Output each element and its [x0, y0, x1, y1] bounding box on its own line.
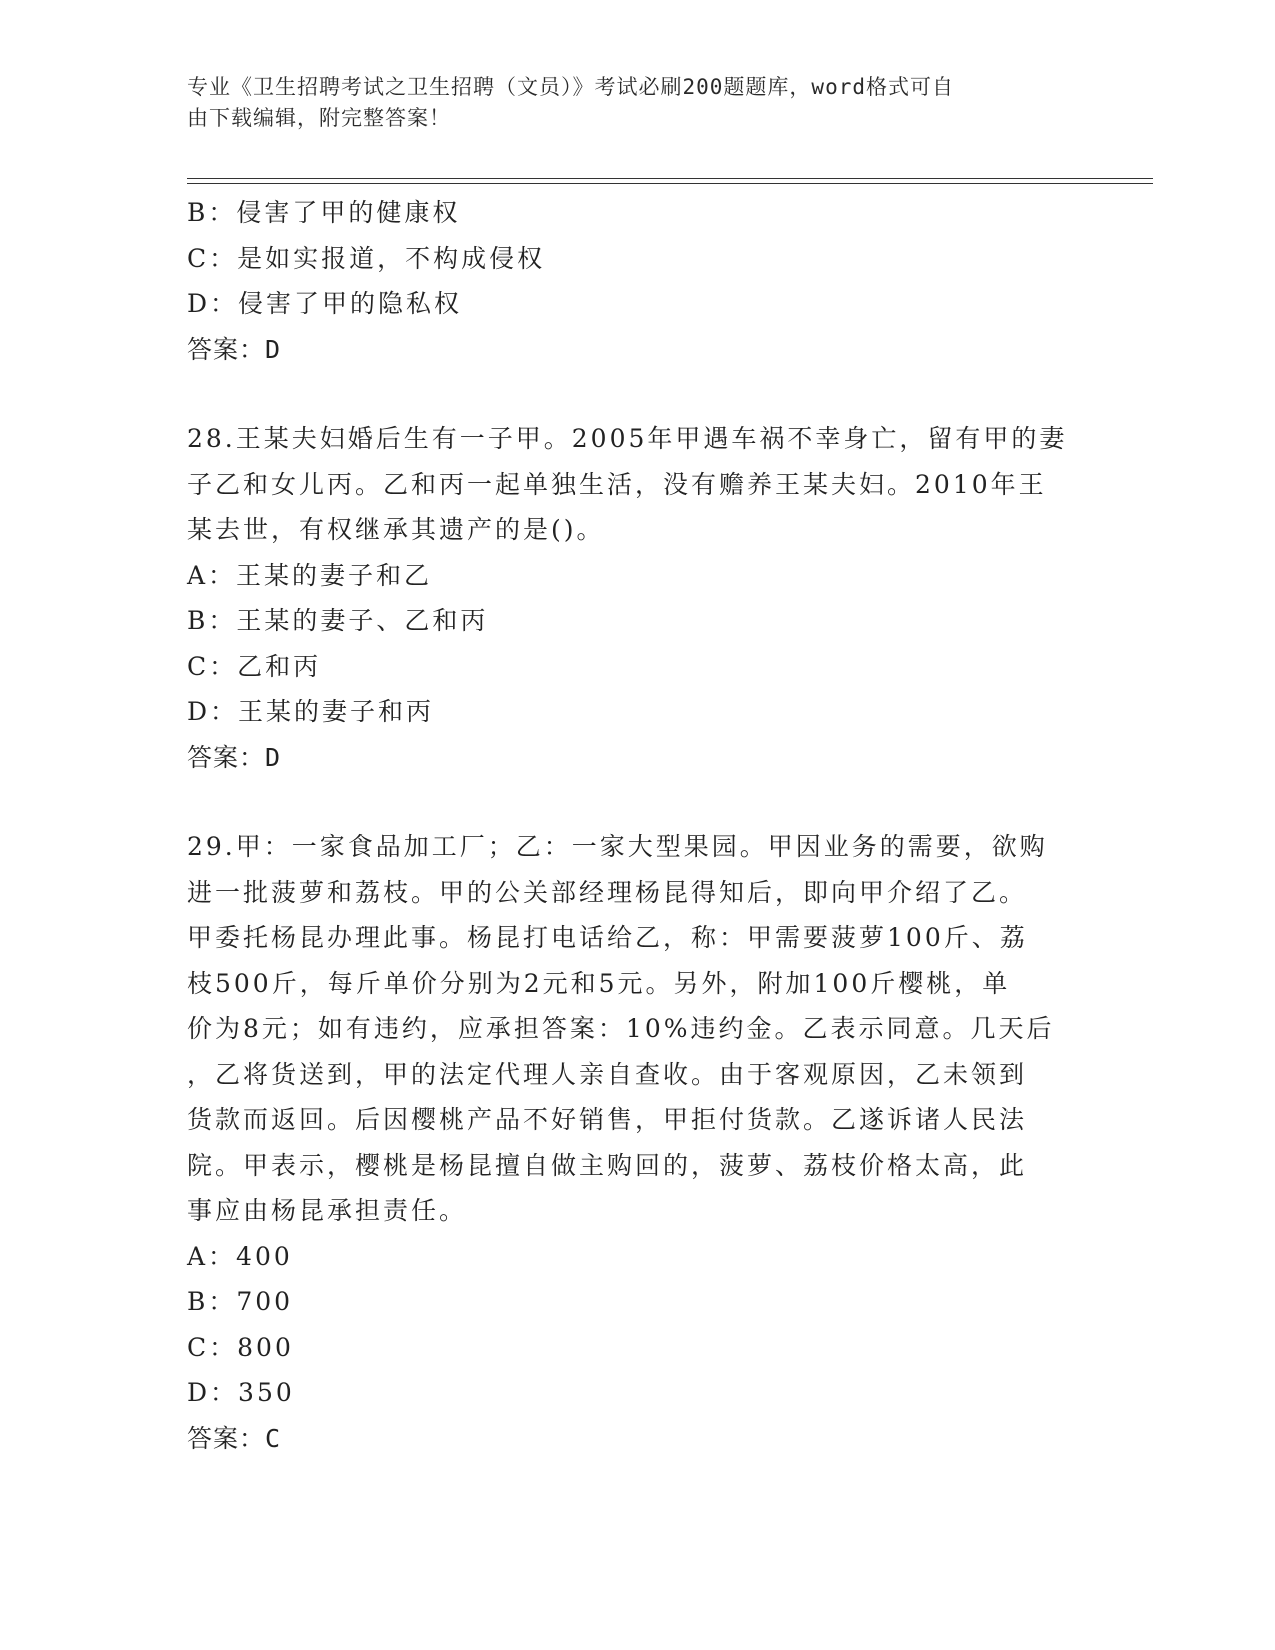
header-rule-top: [187, 178, 1153, 179]
answer-line: [187, 1416, 1087, 1462]
option-b: B：侵害了甲的健康权: [187, 198, 461, 227]
option-d: D：350: [187, 1378, 295, 1407]
answer-value: D: [265, 742, 282, 772]
option-c: C：800: [187, 1332, 294, 1362]
answer-label: 答案：: [187, 1423, 266, 1453]
stem-line: 货款而返回。后因樱桃产品不好销售，甲拒付货款。乙遂诉诸人民法: [187, 1105, 1028, 1134]
previous-question-tail: [187, 190, 1087, 372]
answer-line: [187, 735, 1087, 781]
header-line-2: 由下载编辑，附完整答案！: [187, 106, 451, 130]
option-b: B：王某的妻子、乙和丙: [187, 606, 489, 635]
answer-value: D: [265, 334, 282, 364]
stem-line: 某去世，有权继承其遗产的是()。: [187, 515, 605, 544]
answer-value: C: [265, 1423, 282, 1453]
answer-line: [187, 327, 1087, 373]
stem-line: 院。甲表示，樱桃是杨昆擅自做主购回的，菠萝、荔枝价格太高，此: [187, 1150, 1028, 1180]
question-29: [187, 824, 1087, 1461]
stem-line: ，乙将货送到，甲的法定代理人亲自查收。由于客观原因，乙未领到: [187, 1059, 1028, 1089]
option-c: C：乙和丙: [187, 651, 322, 681]
option-a: A：400: [187, 1241, 293, 1271]
answer-label: 答案：: [187, 742, 266, 772]
header-rule-bottom: [187, 183, 1153, 184]
stem-line: 进一批菠萝和荔枝。甲的公关部经理杨昆得知后，即向甲介绍了乙。: [187, 877, 1028, 907]
stem-line: 枝500斤，每斤单价分别为2元和5元。另外，附加100斤樱桃，单: [187, 968, 1011, 998]
question-stem: [187, 416, 1087, 553]
document-body: [187, 190, 1087, 1461]
answer-label: 答案：: [187, 334, 266, 364]
stem-line: 甲委托杨昆办理此事。杨昆打电话给乙，称：甲需要菠萝100斤、荔: [187, 923, 1028, 952]
stem-line: 事应由杨昆承担责任。: [187, 1196, 468, 1225]
option-a: A：王某的妻子和乙: [187, 560, 433, 590]
document-header: [187, 72, 1067, 134]
question-28: [187, 416, 1087, 780]
stem-line: 28.王某夫妇婚后生有一子甲。2005年甲遇车祸不幸身亡，留有甲的妻: [187, 424, 1068, 453]
header-line-1: 专业《卫生招聘考试之卫生招聘（文员）》考试必刷200题题库，word格式可自: [187, 75, 954, 99]
stem-line: 29.甲：一家食品加工厂；乙：一家大型果园。甲因业务的需要，欲购: [187, 832, 1048, 861]
option-c: C：是如实报道，不构成侵权: [187, 243, 546, 273]
stem-line: 子乙和女儿丙。乙和丙一起单独生活，没有赡养王某夫妇。2010年王: [187, 469, 1047, 499]
option-b: B：700: [187, 1287, 294, 1316]
stem-line: 价为8元；如有违约，应承担答案：10%违约金。乙表示同意。几天后: [187, 1014, 1055, 1043]
option-d: D：侵害了甲的隐私权: [187, 289, 463, 318]
question-stem: [187, 824, 1087, 1234]
option-d: D：王某的妻子和丙: [187, 697, 435, 726]
